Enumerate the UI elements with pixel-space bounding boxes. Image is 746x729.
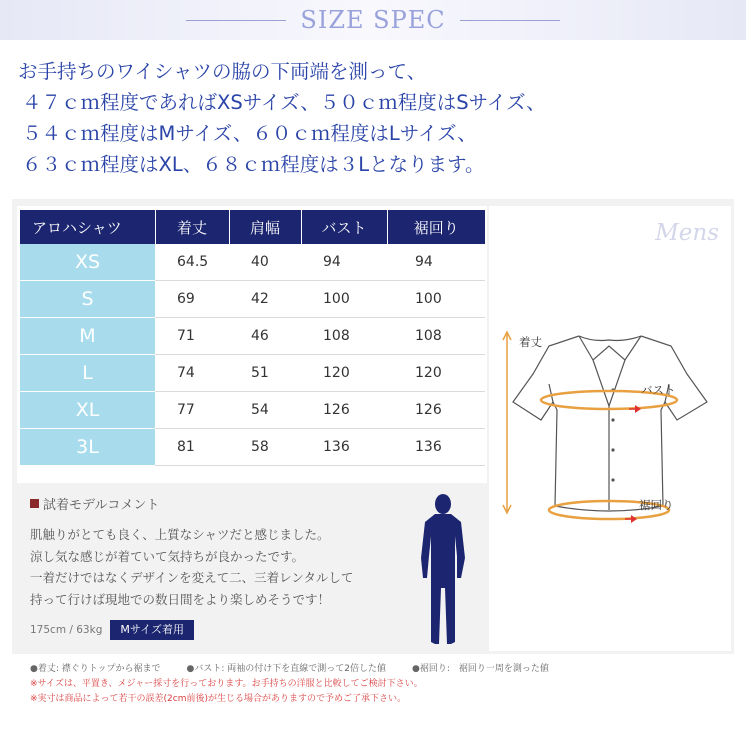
comment-heading — [30, 494, 159, 513]
caution-note: ※サイズは、平置き、メジャー採寸を行っております。お手持ちの洋服と比較してご検討下さい。 — [30, 679, 423, 689]
measurement-legend — [30, 662, 730, 677]
value-cell: 100 — [387, 281, 485, 318]
title-rule-left — [186, 20, 286, 21]
comment-heading-text: 試着モデルコメント — [43, 498, 160, 513]
value-cell: 136 — [387, 429, 485, 466]
value-cell: 69 — [155, 281, 229, 318]
header-cell-hem: 裾回り — [387, 210, 485, 244]
comment-line: 一着だけではなくデザインを変えて二、三着レンタルして — [30, 570, 354, 585]
intro-line: ４７ｃｍ程度であればXSサイズ、５０ｃｍ程度はSサイズ、 — [22, 91, 546, 114]
header-cell-shoulder: 肩幅 — [229, 210, 301, 244]
note-length: ●着丈: 襟ぐりトップから裾まで — [30, 664, 161, 674]
header-cell-product: アロハシャツ — [20, 210, 155, 244]
shirt-diagram — [489, 206, 731, 651]
model-height-weight: 175cm / 63kg — [30, 624, 103, 636]
value-cell: 120 — [387, 355, 485, 392]
mens-watermark: Mens — [655, 220, 719, 246]
size-worn-badge: Mサイズ着用 — [110, 620, 194, 640]
shirt-buttons — [611, 388, 614, 481]
label-bust: バスト — [641, 383, 676, 397]
hem-arrow-icon — [631, 515, 637, 523]
value-cell: 77 — [155, 392, 229, 429]
value-cell: 51 — [229, 355, 301, 392]
value-cell: 40 — [229, 244, 301, 281]
label-length: 着丈 — [519, 335, 542, 349]
value-cell: 136 — [301, 429, 387, 466]
size-cell: L — [20, 355, 155, 392]
footnotes — [30, 662, 730, 707]
value-cell: 94 — [301, 244, 387, 281]
model-silhouette-icon — [405, 492, 477, 648]
comment-line: 涼し気な感じが着ていて気持ちが良かったです。 — [30, 548, 305, 564]
value-cell: 64.5 — [155, 244, 229, 281]
note-hem: ●裾回り: 裾回り一周を測った値 — [411, 664, 549, 674]
value-cell: 71 — [155, 318, 229, 355]
table-row — [20, 392, 485, 429]
header-cell-bust: バスト — [301, 210, 387, 244]
size-cell: XS — [20, 244, 155, 281]
value-cell: 100 — [301, 281, 387, 318]
value-cell: 58 — [229, 429, 301, 466]
table-row — [20, 318, 485, 355]
value-cell: 108 — [301, 318, 387, 355]
intro-line: ５４ｃｍ程度はMサイズ、６０ｃｍ程度はLサイズ、 — [22, 122, 477, 145]
table-row — [20, 429, 485, 466]
model-info — [30, 620, 194, 640]
table-row — [20, 355, 485, 392]
value-cell: 81 — [155, 429, 229, 466]
value-cell: 120 — [301, 355, 387, 392]
value-cell: 108 — [387, 318, 485, 355]
intro-text — [18, 56, 738, 180]
label-hem: 裾回り — [639, 498, 674, 512]
table-row — [20, 244, 485, 281]
value-cell: 74 — [155, 355, 229, 392]
square-bullet-icon — [30, 499, 39, 508]
size-cell: M — [20, 318, 155, 355]
note-bust: ●バスト: 両袖の付け下を直線で測って2倍した値 — [186, 664, 386, 674]
comment-line: 持って行けば現地での数日間をより楽しめそうです！ — [30, 591, 331, 607]
value-cell: 126 — [387, 392, 485, 429]
intro-line: お手持ちのワイシャツの脇の下両端を測って、 — [18, 60, 427, 83]
value-cell: 94 — [387, 244, 485, 281]
value-cell: 126 — [301, 392, 387, 429]
title-rule-right — [460, 20, 560, 21]
table-header-row — [20, 210, 485, 244]
value-cell: 46 — [229, 318, 301, 355]
bust-arrow-icon — [635, 405, 641, 413]
value-cell: 42 — [229, 281, 301, 318]
table-row — [20, 281, 485, 318]
size-table — [20, 210, 485, 466]
size-cell: 3L — [20, 429, 155, 466]
header-cell-length: 着丈 — [155, 210, 229, 244]
shirt-outline — [513, 336, 707, 511]
shirt-illustration — [489, 206, 731, 651]
value-cell: 54 — [229, 392, 301, 429]
comment-body — [30, 524, 420, 610]
page-title: SIZE SPEC — [300, 6, 446, 34]
header — [0, 4, 746, 36]
size-cell: XL — [20, 392, 155, 429]
caution-note: ※実寸は商品によって若干の誤差(2cm前後)が生じる場合がありますので予めご了承下さい。 — [30, 694, 407, 704]
comment-line: 肌触りがとても良く、上質なシャツだと感じました。 — [30, 527, 330, 542]
intro-line: ６３ｃｍ程度はXL、６８ｃｍ程度は３Lとなります。 — [22, 153, 485, 176]
size-cell: S — [20, 281, 155, 318]
